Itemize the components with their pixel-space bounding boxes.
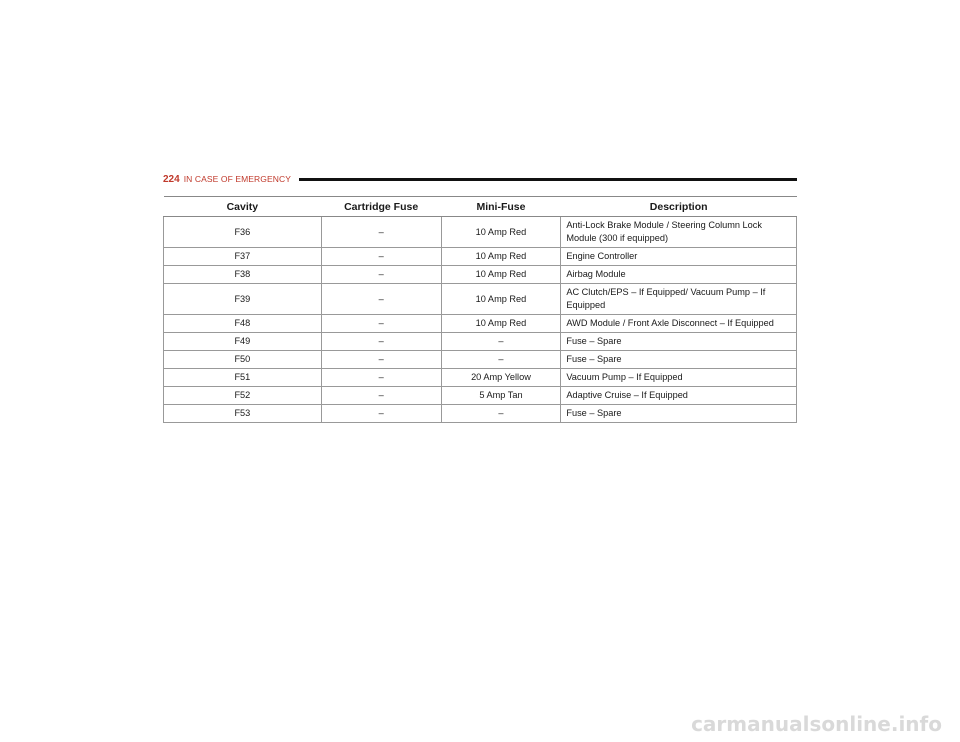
cell-cartridge: – [321, 369, 441, 387]
cell-mini: – [441, 351, 561, 369]
cell-cavity: F52 [164, 387, 322, 405]
cell-mini: – [441, 333, 561, 351]
cell-cavity: F49 [164, 333, 322, 351]
cell-description: Fuse – Spare [561, 405, 797, 423]
table-row [164, 405, 797, 423]
cell-cartridge: – [321, 284, 441, 315]
cell-description: AC Clutch/EPS – If Equipped/ Vacuum Pump – If Equipped [561, 284, 797, 315]
cell-mini: 5 Amp Tan [441, 387, 561, 405]
cell-description: Airbag Module [561, 266, 797, 284]
table-row [164, 217, 797, 248]
cell-cavity: F39 [164, 284, 322, 315]
cell-cavity: F50 [164, 351, 322, 369]
page-header [163, 172, 797, 186]
cell-description: Adaptive Cruise – If Equipped [561, 387, 797, 405]
cell-cavity: F51 [164, 369, 322, 387]
cell-cartridge: – [321, 315, 441, 333]
cell-cartridge: – [321, 333, 441, 351]
cell-description: Fuse – Spare [561, 351, 797, 369]
header-rule [299, 178, 797, 181]
cell-cartridge: – [321, 405, 441, 423]
table-row [164, 351, 797, 369]
cell-description: Engine Controller [561, 248, 797, 266]
table-row [164, 387, 797, 405]
cell-mini: – [441, 405, 561, 423]
cell-description: Vacuum Pump – If Equipped [561, 369, 797, 387]
header-description: Description [561, 197, 797, 217]
header-cartridge-fuse: Cartridge Fuse [321, 197, 441, 217]
table-row [164, 266, 797, 284]
cell-description: Fuse – Spare [561, 333, 797, 351]
cell-cavity: F48 [164, 315, 322, 333]
cell-mini: 10 Amp Red [441, 248, 561, 266]
watermark-link[interactable]: carmanualsonline.info [691, 712, 942, 736]
cell-cartridge: – [321, 387, 441, 405]
section-title: IN CASE OF EMERGENCY [183, 174, 292, 184]
cell-mini: 10 Amp Red [441, 315, 561, 333]
cell-cartridge: – [321, 217, 441, 248]
cell-cartridge: – [321, 266, 441, 284]
page-number: 224 [163, 173, 180, 185]
header-mini-fuse: Mini-Fuse [441, 197, 561, 217]
cell-cavity: F53 [164, 405, 322, 423]
cell-description: Anti-Lock Brake Module / Steering Column Lock Module (300 if equipped) [561, 217, 797, 248]
cell-mini: 10 Amp Red [441, 266, 561, 284]
table-row [164, 369, 797, 387]
header-cavity: Cavity [164, 197, 322, 217]
table-row [164, 315, 797, 333]
cell-cartridge: – [321, 248, 441, 266]
cell-cartridge: – [321, 351, 441, 369]
table-header-row [164, 197, 797, 217]
fuse-table [163, 196, 797, 423]
table-row [164, 284, 797, 315]
cell-cavity: F37 [164, 248, 322, 266]
cell-mini: 10 Amp Red [441, 217, 561, 248]
table-row [164, 248, 797, 266]
cell-cavity: F36 [164, 217, 322, 248]
cell-description: AWD Module / Front Axle Disconnect – If Equipped [561, 315, 797, 333]
cell-mini: 10 Amp Red [441, 284, 561, 315]
table-row [164, 333, 797, 351]
cell-mini: 20 Amp Yellow [441, 369, 561, 387]
cell-cavity: F38 [164, 266, 322, 284]
